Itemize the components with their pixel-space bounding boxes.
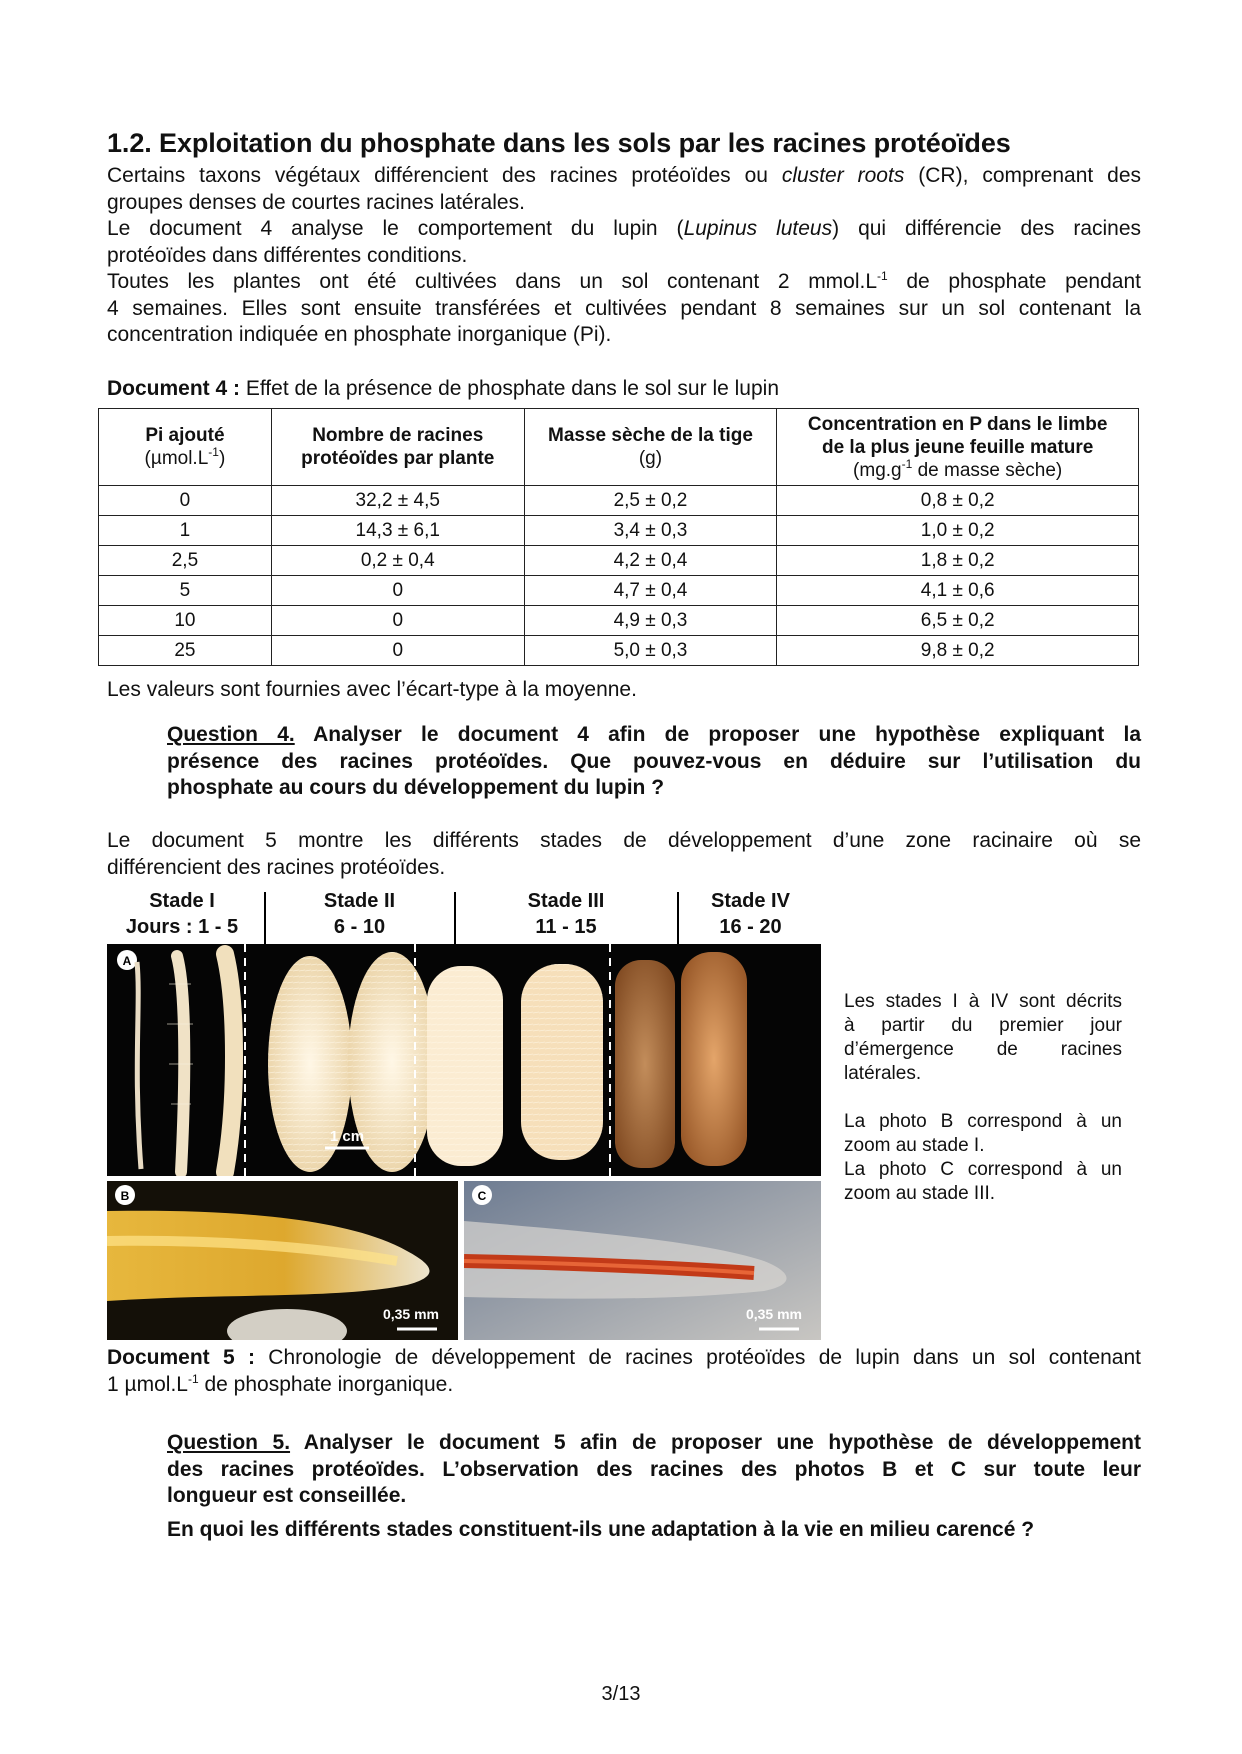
- table-row: 10 0 4,9 ± 0,3 6,5 ± 0,2: [99, 606, 1139, 636]
- table-row: 1 14,3 ± 6,1 3,4 ± 0,3 1,0 ± 0,2: [99, 516, 1139, 546]
- panel-b-label: B: [120, 1189, 130, 1203]
- header-concentration: Concentration en P dans le limbe de la plus jeune feuille mature ($mg.g^{-1}$ de masse sèche): [777, 409, 1139, 486]
- figure-side-text: Les stades I à IV sont décrits à partir du premier jour d’émergence de racines latérales. La photo B correspond à un zoom au stade I. La photo C correspond à un zoom au stade III.: [844, 991, 1122, 1204]
- photo-a: [107, 944, 821, 1176]
- document-5-figure: [107, 888, 821, 1340]
- question-4: Question 4. Analyser le document 4 afin de proposer une hypothèse expliquant la présence des racines protéoïdes. Que pouvez-vous en déduire sur l’utilisation du phosphate au cours du développement du lupin ?: [167, 723, 1141, 799]
- table-header-row: [99, 409, 1139, 486]
- stage-4-header: Stade IV 16 - 20: [711, 890, 790, 938]
- header-pi: Pi ajouté $(\mu mol.L^{-1})$: [99, 409, 272, 486]
- doc4-table: [98, 408, 1139, 666]
- stage-divider: [677, 892, 679, 944]
- stage-divider: [264, 892, 266, 944]
- photo-c: [464, 1181, 821, 1340]
- photo-b: [107, 1181, 458, 1340]
- table-row: 2,5 0,2 ± 0,4 4,2 ± 0,4 1,8 ± 0,2: [99, 546, 1139, 576]
- panel-a-label: A: [122, 954, 132, 968]
- stage-divider: [454, 892, 456, 944]
- intro-paragraph: Certains taxons végétaux différencient des racines protéoïdes ou cluster roots (CR), comprenant des groupes denses de courtes racines latérales. Le document 4 analyse le comportement du lupin (Lupinus luteus) qui différencie des racines protéoïdes dans différentes conditions. Toutes les plantes ont été cultivées dans un sol contenant 2 $mmol.L^{-1}$ de phosphate pendant 4 semaines. Elles sont ensuite transférées et cultivées pendant 8 semaines sur un sol contenant la concentration indiquée en phosphate inorganique (Pi).: [107, 164, 1142, 346]
- table-row: 0 32,2 ± 4,5 2,5 ± 0,2 0,8 ± 0,2: [99, 486, 1139, 516]
- stage-3-header: Stade III 11 - 15: [527, 890, 605, 938]
- header-racines: Nombre de racines protéoïdes par plante: [271, 409, 524, 486]
- question-5: Question 5. Analyser le document 5 afin de proposer une hypothèse de développement des racines protéoïdes. L’observation des racines des photos B et C sur toute leur longueur est conseillée. En quoi les différents stades constituent-ils une adaptation à la vie en milieu carencé ?: [167, 1431, 1141, 1541]
- page-number: 3/13: [601, 1683, 641, 1705]
- table-row: 25 0 5,0 ± 0,3 9,8 ± 0,2: [99, 636, 1139, 666]
- stage-1-header: Stade I Jours : 1 - 5: [125, 890, 239, 938]
- doc5-caption: Document 5 : Chronologie de développement de racines protéoïdes de lupin dans un sol contenant 1 $\mu mol.L^{-1}$ de phosphate inorganique.: [107, 1346, 1141, 1396]
- doc4-note: Les valeurs sont fournies avec l’écart-type à la moyenne.: [107, 678, 637, 701]
- panel-c-label: C: [477, 1189, 487, 1203]
- table-row: 5 0 4,7 ± 0,4 4,1 ± 0,6: [99, 576, 1139, 606]
- scale-bar-c: 0,35 mm: [745, 1306, 803, 1322]
- stage-2-header: Stade II 6 - 10: [323, 890, 396, 938]
- section-title: 1.2. Exploitation du phosphate dans les sols par les racines protéoïdes: [107, 128, 1011, 158]
- doc5-intro: Le document 5 montre les différents stades de développement d’une zone racinaire où se différencient des racines protéoïdes.: [107, 829, 1141, 879]
- header-masse: Masse sèche de la tige (g): [524, 409, 777, 486]
- doc4-title: Document 4 : Effet de la présence de phosphate dans le sol sur le lupin: [107, 377, 779, 400]
- scale-bar-a: 1 cm: [329, 1128, 365, 1145]
- scale-bar-b: 0,35 mm: [382, 1306, 440, 1322]
